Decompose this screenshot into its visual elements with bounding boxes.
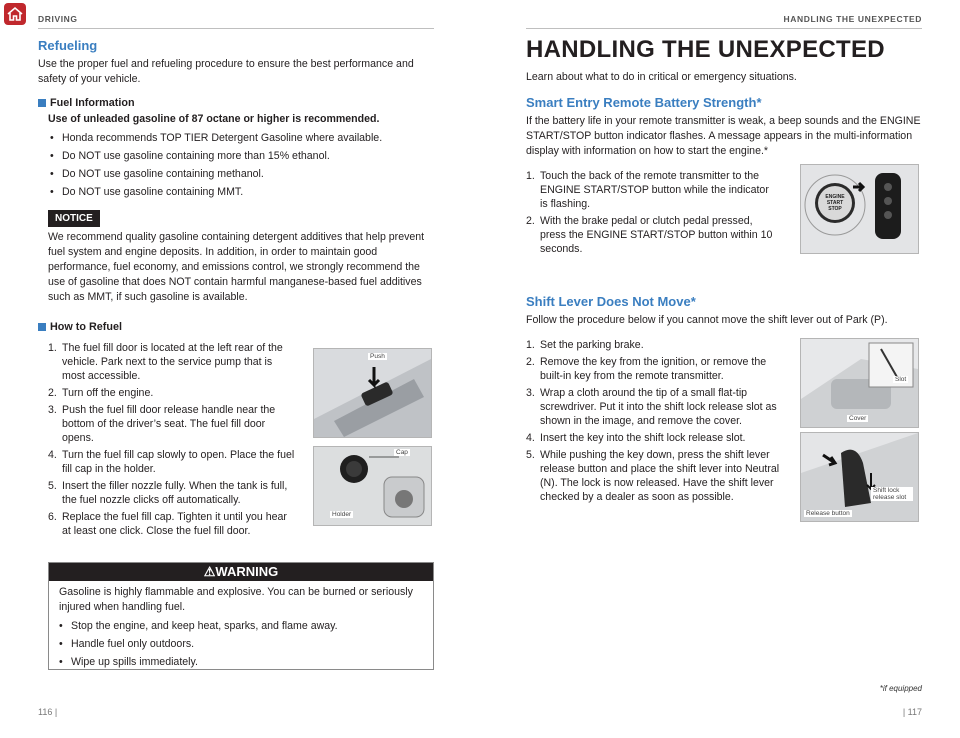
list-item: 1. Touch the back of the remote transmitter to the ENGINE START/STOP button while the indicator is flashing. xyxy=(526,170,769,210)
shift-lock-release-label: Shift lock release slot xyxy=(871,487,913,501)
list-item: • Do NOT use gasoline containing methanol. xyxy=(50,168,264,180)
engine-start-stop-button: ENGINE START STOP xyxy=(825,194,845,212)
shift-lever-intro: Follow the procedure below if you cannot move the shift lever out of Park (P). xyxy=(526,314,888,326)
shift-lever-release-image xyxy=(800,432,919,522)
fuel-door-release-image xyxy=(313,348,432,438)
remote-battery-text: If the battery life in your remote transmitter is weak, a beep sounds and the ENGINE START/STOP button indicator flashes. A message appears in the multi-information display with information on how to start the engine.* xyxy=(526,115,921,157)
warning-label: WARNING xyxy=(215,564,279,579)
how-to-refuel-heading-text: How to Refuel xyxy=(50,321,122,333)
header-rule-right xyxy=(526,28,922,29)
header-rule-left xyxy=(38,28,434,29)
list-item: 2. Turn off the engine. xyxy=(48,387,154,399)
list-item: 3. Wrap a cloth around the tip of a small flat-tip screwdriver. Put it into the shift lock release slot as shown in the image, and remove the cover. xyxy=(526,387,777,427)
warning-header xyxy=(49,563,433,581)
list-item: 4. Insert the key into the shift lock release slot. xyxy=(526,432,746,444)
page-number-left: 116 | xyxy=(38,707,58,717)
list-item: 2. With the brake pedal or clutch pedal pressed, press the ENGINE START/STOP button within 10 seconds. xyxy=(526,215,773,255)
section-marker-icon xyxy=(38,323,46,331)
list-item: 3. Push the fuel fill door release handle near the bottom of the driver’s seat. The fuel fill door opens. xyxy=(48,404,276,444)
unexpected-intro: Learn about what to do in critical or emergency situations. xyxy=(526,71,797,83)
footnote: *if equipped xyxy=(879,684,922,693)
list-item: 1. Set the parking brake. xyxy=(526,339,644,351)
push-label: Push xyxy=(370,353,385,360)
page-number-right: | 117 xyxy=(902,707,922,717)
list-item: • Do NOT use gasoline containing more than 15% ethanol. xyxy=(50,150,330,162)
notice-badge: NOTICE xyxy=(48,210,100,227)
release-button-label: Release button xyxy=(806,510,850,517)
shift-steps xyxy=(526,338,782,504)
section-header-right: HANDLING THE UNEXPECTED xyxy=(783,14,922,24)
list-item: 1. The fuel fill door is located at the left rear of the vehicle. Park next to the service pump that is most accessible. xyxy=(48,342,283,382)
list-item: • Handle fuel only outdoors. xyxy=(59,638,195,650)
remote-battery-title: Smart Entry Remote Battery Strength* xyxy=(526,95,762,110)
fuel-cap-image xyxy=(313,446,432,526)
section-marker-icon xyxy=(38,99,46,107)
list-item: 5. While pushing the key down, press the shift lever release button and place the shift lever into Neutral (N). The lock is now released. Have the shift lever checked by a dealer as soon as possible. xyxy=(526,449,780,503)
shift-lock-slot-image xyxy=(800,338,919,428)
remote-steps xyxy=(526,169,776,256)
warning-text: Gasoline is highly flammable and explosive. You can be burned or seriously injured when handling fuel. xyxy=(59,586,413,613)
list-item: 6. Replace the fuel fill cap. Tighten it until you hear at least one click. Close the fuel fill door. xyxy=(48,511,287,537)
refuel-steps xyxy=(48,341,296,538)
section-header-left: DRIVING xyxy=(38,14,78,24)
list-item: 5. Insert the filler nozzle fully. When the tank is full, the fuel nozzle clicks off automatically. xyxy=(48,480,288,506)
shift-lever-title: Shift Lever Does Not Move* xyxy=(526,294,696,309)
warning-triangle-icon: ⚠ xyxy=(203,564,216,579)
engine-start-remote-image xyxy=(800,164,919,254)
list-item: • Wipe up spills immediately. xyxy=(59,656,198,668)
list-item: 2. Remove the key from the ignition, or remove the built-in key from the remote transmitter. xyxy=(526,356,767,382)
fuel-info-heading-text: Fuel Information xyxy=(50,97,135,109)
holder-label: Holder xyxy=(332,511,352,518)
home-icon[interactable] xyxy=(4,3,26,25)
refueling-title: Refueling xyxy=(38,38,98,53)
refueling-intro: Use the proper fuel and refueling procedure to ensure the best performance and safety of your vehicle. xyxy=(38,58,414,85)
list-item: • Do NOT use gasoline containing MMT. xyxy=(50,186,244,198)
list-item: 4. Turn the fuel fill cap slowly to open. Place the fuel fill cap in the holder. xyxy=(48,449,295,475)
fuel-info-heading xyxy=(38,97,434,109)
cap-label: Cap xyxy=(396,449,408,456)
warning-box xyxy=(48,562,434,670)
notice-text: We recommend quality gasoline containing detergent additives that help prevent fuel system and engine deposits. In addition, in order to maintain good performance, fuel economy, and emissions control, we strongly recommend the use of gasoline that does NOT contain harmful manganese-based fuel additives such as MMT, if such gasoline is available. xyxy=(48,231,425,303)
cover-label: Cover xyxy=(849,415,867,422)
fuel-info-list xyxy=(38,131,434,200)
page-title: HANDLING THE UNEXPECTED xyxy=(526,36,885,63)
fuel-octane-line: Use of unleaded gasoline of 87 octane or higher is recommended. xyxy=(48,113,380,125)
list-item: • Stop the engine, and keep heat, sparks, and flame away. xyxy=(59,620,338,632)
list-item: • Honda recommends TOP TIER Detergent Gasoline where available. xyxy=(50,132,383,144)
slot-label: Slot xyxy=(895,376,907,383)
how-to-refuel-heading xyxy=(38,321,434,333)
